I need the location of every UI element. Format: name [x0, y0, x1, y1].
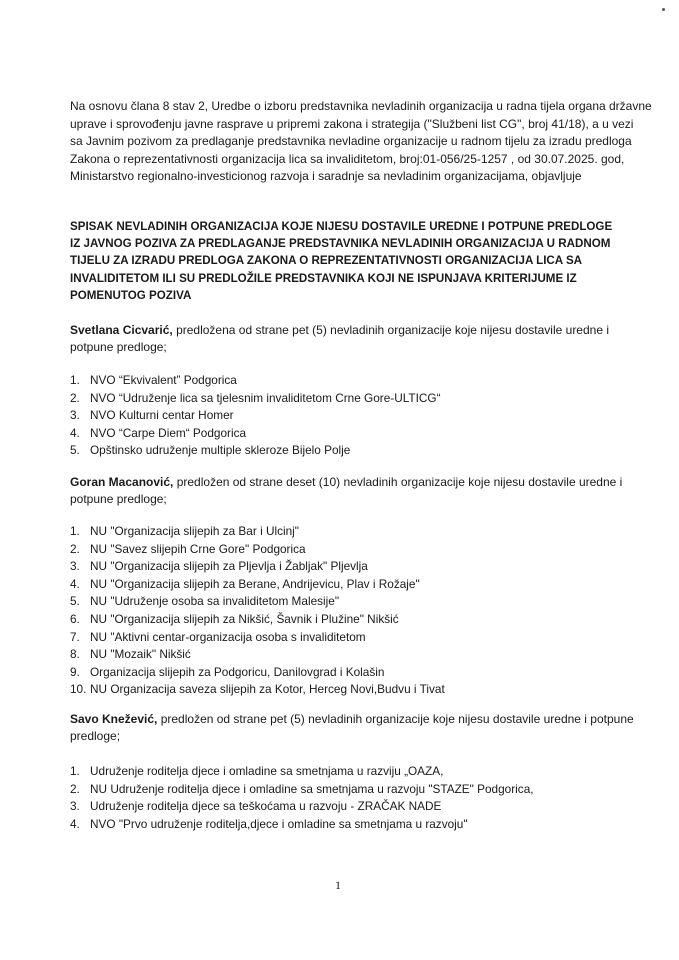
representative-text: predložen od strane deset (10) nevladinih organizacije koje nijesu dostavile uredne i potpune predloge; — [70, 475, 623, 506]
representative-statement — [70, 474, 650, 508]
intro-line: Ministarstvo regionalno-investicionog razvoja i saradnje sa nevladinim organizacijama, objavljuje — [70, 169, 582, 183]
list-item: 3. NU "Organizacija slijepih za Pljevlja i Žabljak" Pljevlja — [70, 559, 368, 574]
representative-text: predložen od strane pet (5) nevladinih organizacije koje nijesu dostavile uredne i potpune predloge; — [70, 712, 634, 743]
list-item: 10. NU Organizacija saveza slijepih za Kotor, Herceg Novi,Budvu i Tivat — [70, 682, 445, 697]
document-heading — [70, 218, 650, 304]
heading-line: INVALIDITETOM ILI SU PREDLOŽILE PREDSTAVNIKA KOJI NE ISPUNJAVA KRITERIJUME IZ — [70, 271, 577, 285]
heading-line: POMENUTOG POZIVA — [70, 288, 192, 302]
organization-list — [70, 763, 534, 833]
intro-line: uprave i sprovođenju javne rasprave u pripremi zakona i strategija ("Službeni list CG", broj 41/18), a u vezi — [70, 116, 634, 131]
representative-name: Goran Macanović, — [70, 475, 174, 489]
heading-line: SPISAK NEVLADINIH ORGANIZACIJA KOJE NIJESU DOSTAVILE UREDNE I POTPUNE PREDLOGE — [70, 220, 613, 233]
list-item: 1. NVO “Ekvivalent” Podgorica — [70, 373, 237, 387]
list-item: 4. NVO "Prvo udruženje roditelja,djece i omladine sa smetnjama u razvoju" — [70, 816, 468, 831]
list-item: 7. NU "Aktivni centar-organizacija osoba s invaliditetom — [70, 629, 366, 644]
list-item: 4. NVO “Carpe Diem“ Podgorica — [70, 425, 247, 440]
intro-line: Zakona o reprezentativnosti organizacija lica sa invaliditetom, broj:01-056/25-1257 , od 30.07.2025. god, — [70, 151, 625, 166]
intro-line: Na osnovu člana 8 stav 2, Uredbe o izboru predstavnika nevladinih organizacija u radna tijela organa državne — [70, 99, 652, 113]
heading-line: TIJELU ZA IZRADU PREDLOGA ZAKONA O REPREZENTATIVNOSTI ORGANIZACIJA LICA SA — [70, 254, 583, 268]
scan-mark — [662, 8, 665, 11]
heading-line: IZ JAVNOG POZIVA ZA PREDLAGANJE PREDSTAVNIKA NEVLADINIH ORGANIZACIJA U RADNOM — [70, 237, 611, 251]
intro-paragraph — [70, 98, 652, 186]
list-item: 1. NU "Organizacija slijepih za Bar i Ulcinj" — [70, 524, 299, 538]
list-item: 3. Udruženje roditelja djece sa teškoćama u razvoju - ZRAČAK NADE — [70, 799, 442, 814]
list-item: 2. NU Udruženje roditelja djece i omladine sa smetnjama u razvoju "STAZE" Podgorica, — [70, 781, 534, 796]
representative-text: predložena od strane pet (5) nevladinih organizacije koje nijesu dostavile uredne i potpune predloge; — [70, 323, 610, 354]
representative-statement — [70, 322, 650, 356]
intro-line: sa Javnim pozivom za predlaganje predstavnika nevladine organizacije u radnom tijelu za izradu predloga — [70, 134, 632, 148]
list-item: 4. NU "Organizacija slijepih za Berane, Andrijevicu, Plav i Rožaje" — [70, 576, 420, 591]
representative-name: Savo Knežević, — [70, 712, 158, 726]
list-item: 2. NVO “Udruženje lica sa tjelesnim invaliditetom Crne Gore-ULTICG“ — [70, 390, 441, 405]
representative-name: Svetlana Cicvarić, — [70, 323, 173, 337]
organization-list — [70, 372, 441, 460]
list-item: 1. Udruženje roditelja djece i omladine sa smetnjama u razviju „OAZA, — [70, 764, 444, 778]
list-item: 5. Opštinsko udruženje multiple skleroze Bijelo Polje — [70, 443, 351, 458]
list-item: 6. NU "Organizacija slijepih za Nikšić, Šavnik i Plužine" Nikšić — [70, 611, 399, 626]
organization-list — [70, 523, 445, 699]
list-item: 3. NVO Kulturni centar Homer — [70, 408, 234, 423]
list-item: 2. NU "Savez slijepih Crne Gore" Podgorica — [70, 541, 306, 556]
page-number: 1 — [335, 878, 341, 892]
list-item: 9. Organizacija slijepih za Podgoricu, Danilovgrad i Kolašin — [70, 664, 385, 679]
representative-statement — [70, 711, 650, 745]
list-item: 5. NU "Udruženje osoba sa invaliditetom Malesije" — [70, 594, 340, 609]
list-item: 8. NU "Mozaik" Nikšić — [70, 647, 191, 662]
